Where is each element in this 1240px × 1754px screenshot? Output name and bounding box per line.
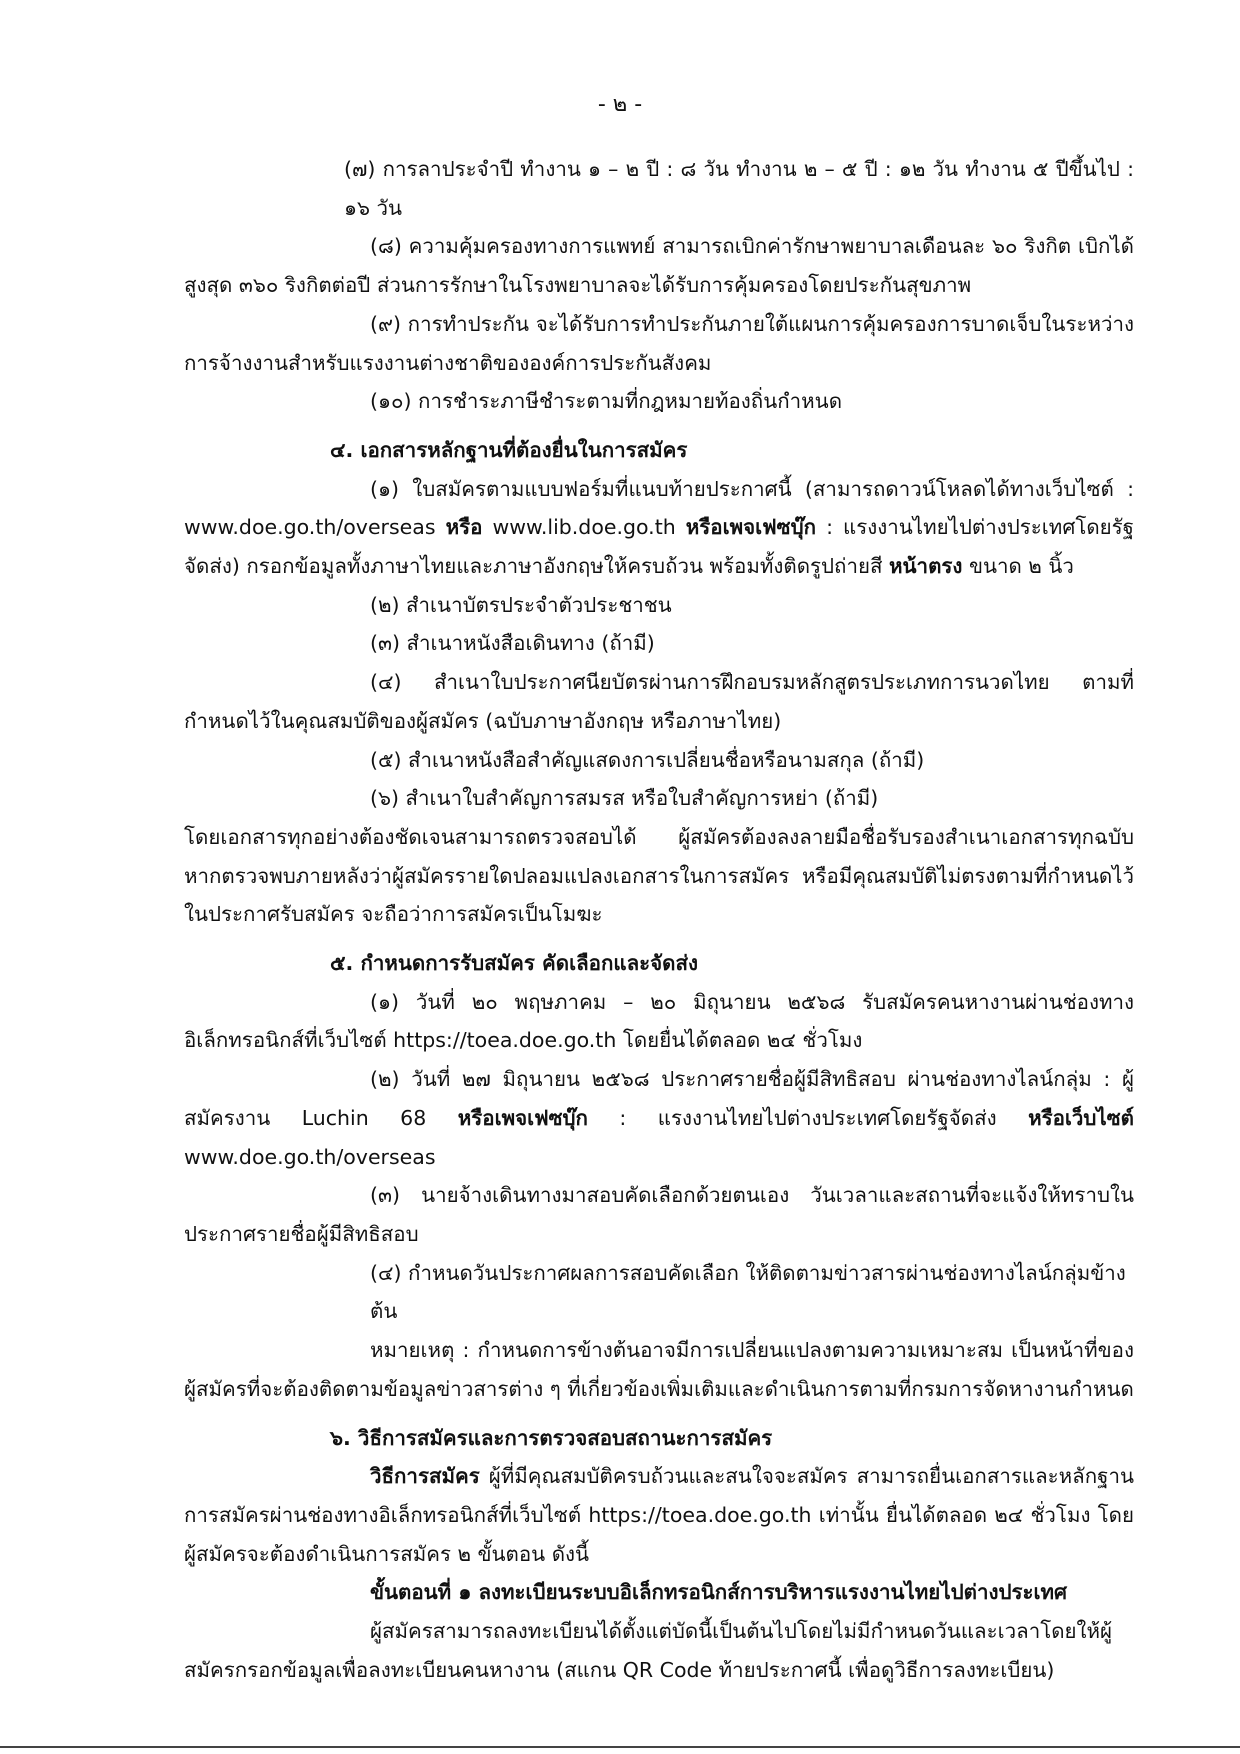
scan-edge-line: [0, 1746, 1240, 1748]
section-5-item-3: (๓) นายจ้างเดินทางมาสอบคัดเลือกด้วยตนเอง วันเวลาและสถานที่จะแจ้งให้ทราบในประกาศรายชื่อผู้มีสิทธิสอบ: [184, 1183, 1134, 1246]
page-number: - ๒ -: [597, 92, 643, 117]
section-6-method: วิธีการสมัคร ผู้ที่มีคุณสมบัติครบถ้วนและสนใจจะสมัคร สามารถยื่นเอกสารและหลักฐานการสมัครผ่านช่องทางอิเล็กทรอนิกส์ที่เว็บไซต์ https://toea.doe.go.th เท่านั้น ยื่นได้ตลอด ๒๔ ชั่วโมง โดยผู้สมัครจะต้องดำเนินการสมัคร ๒ ขั้นตอน ดังนี้: [184, 1464, 1134, 1566]
section-5-item-2: (๒) วันที่ ๒๗ มิถุนายน ๒๕๖๘ ประกาศรายชื่อผู้มีสิทธิสอบ ผ่านช่องทางไลน์กลุ่ม : ผู้สมัครงาน Luchin 68 หรือเพจเฟซบุ๊ก : แรงงานไทยไปต่างประเทศโดยรัฐจัดส่ง หรือเว็บไซต์ www.doe.go.th/overseas: [184, 1067, 1134, 1169]
section-4-item-5: (๕) สำเนาหนังสือสำคัญแสดงการเปลี่ยนชื่อหรือนามสกุล (ถ้ามี): [370, 747, 925, 772]
section-4-item-4: (๔) สำเนาใบประกาศนียบัตรผ่านการฝึกอบรมหลักสูตรประเภทการนวดไทย ตามที่กำหนดไว้ในคุณสมบัติของผู้สมัคร (ฉบับภาษาอังกฤษ หรือภาษาไทย): [184, 670, 1134, 733]
section-4-note: โดยเอกสารทุกอย่างต้องชัดเจนสามารถตรวจสอบได้ ผู้สมัครต้องลงลายมือชื่อรับรองสำเนาเอกสารทุกฉบับ หากตรวจพบภายหลังว่าผู้สมัครรายใดปลอมแปลงเอกสารในการสมัคร หรือมีคุณสมบัติไม่ตรงตามที่กำหนดไว้ในประกาศรับสมัคร จะถือว่าการสมัครเป็นโมฆะ: [184, 824, 1134, 927]
benefit-item-8: (๘) ความคุ้มครองทางการแพทย์ สามารถเบิกค่ารักษาพยาบาลเดือนละ ๖๐ ริงกิต เบิกได้สูงสุด ๓๖๐ ริงกิตต่อปี ส่วนการรักษาในโรงพยาบาลจะได้รับการคุ้มครองโดยประกันสุขภาพ: [184, 234, 1134, 298]
section-5-item-4: (๔) กำหนดวันประกาศผลการสอบคัดเลือก ให้ติดตามข่าวสารผ่านช่องทางไลน์กลุ่มข้างต้น: [370, 1260, 1126, 1324]
section-4-item-3: (๓) สำเนาหนังสือเดินทาง (ถ้ามี): [370, 631, 655, 656]
document-body: [184, 150, 1134, 1689]
section-4-item-6: (๖) สำเนาใบสำคัญการสมรส หรือใบสำคัญการหย่า (ถ้ามี): [370, 786, 879, 811]
section-4-heading: ๔. เอกสารหลักฐานที่ต้องยื่นในการสมัคร: [330, 437, 688, 462]
section-5-item-1: (๑) วันที่ ๒๐ พฤษภาคม – ๒๐ มิถุนายน ๒๕๖๘ รับสมัครคนหางานผ่านช่องทางอิเล็กทรอนิกส์ที่เว็บไซต์ https://toea.doe.go.th โดยยื่นได้ตลอด ๒๔ ชั่วโมง: [184, 989, 1134, 1053]
section-4-item-2: (๒) สำเนาบัตรประจำตัวประชาชน: [370, 592, 672, 617]
benefit-item-10: (๑๐) การชำระภาษีชำระตามที่กฎหมายท้องถิ่นกำหนด: [370, 389, 843, 414]
section-5-heading: ๕. กำหนดการรับสมัคร คัดเลือกและจัดส่ง: [330, 951, 698, 976]
benefit-item-9: (๙) การทำประกัน จะได้รับการทำประกันภายใต้แผนการคุ้มครองการบาดเจ็บในระหว่าง การจ้างงานสำหรับแรงงานต่างชาติขององค์การประกันสังคม: [184, 311, 1134, 375]
benefit-item-7: (๗) การลาประจำปี ทำงาน ๑ – ๒ ปี : ๘ วัน ทำงาน ๒ – ๕ ปี : ๑๒ วัน ทำงาน ๕ ปีขึ้นไป : ๑๖ วัน: [344, 157, 1134, 220]
section-6-heading: ๖. วิธีการสมัครและการตรวจสอบสถานะการสมัคร: [330, 1425, 773, 1450]
section-5-remark: หมายเหตุ : กำหนดการข้างต้นอาจมีการเปลี่ยนแปลงตามความเหมาะสม เป็นหน้าที่ของผู้สมัครที่จะต้องติดตามข้อมูลข่าวสารต่าง ๆ ที่เกี่ยวข้องเพิ่มเติมและดำเนินการตามที่กรมการจัดหางานกำหนด: [184, 1338, 1134, 1401]
section-6-step-1-text: ผู้สมัครสามารถลงทะเบียนได้ตั้งแต่บัดนี้เป็นต้นไปโดยไม่มีกำหนดวันและเวลาโดยให้ผู้สมัครกรอกข้อมูลเพื่อลงทะเบียนคนหางาน (สแกน QR Code ท้ายประกาศนี้ เพื่อดูวิธีการลงทะเบียน): [184, 1619, 1113, 1682]
section-4-item-1: (๑) ใบสมัครตามแบบฟอร์มที่แนบท้ายประกาศนี้ (สามารถดาวน์โหลดได้ทางเว็บไซต์ : www.doe.go.th/overseas หรือ www.lib.doe.go.th หรือเพจเฟซบุ๊ก : แรงงานไทยไปต่างประเทศโดยรัฐจัดส่ง) กรอกข้อมูลทั้งภาษาไทยและภาษาอังกฤษให้ครบถ้วน พร้อมทั้งติดรูปถ่ายสี หน้าตรง ขนาด ๒ นิ้ว: [184, 476, 1134, 579]
section-6-step-1-heading: ขั้นตอนที่ ๑ ลงทะเบียนระบบอิเล็กทรอนิกส์การบริหารแรงงานไทยไปต่างประเทศ: [370, 1580, 1068, 1605]
